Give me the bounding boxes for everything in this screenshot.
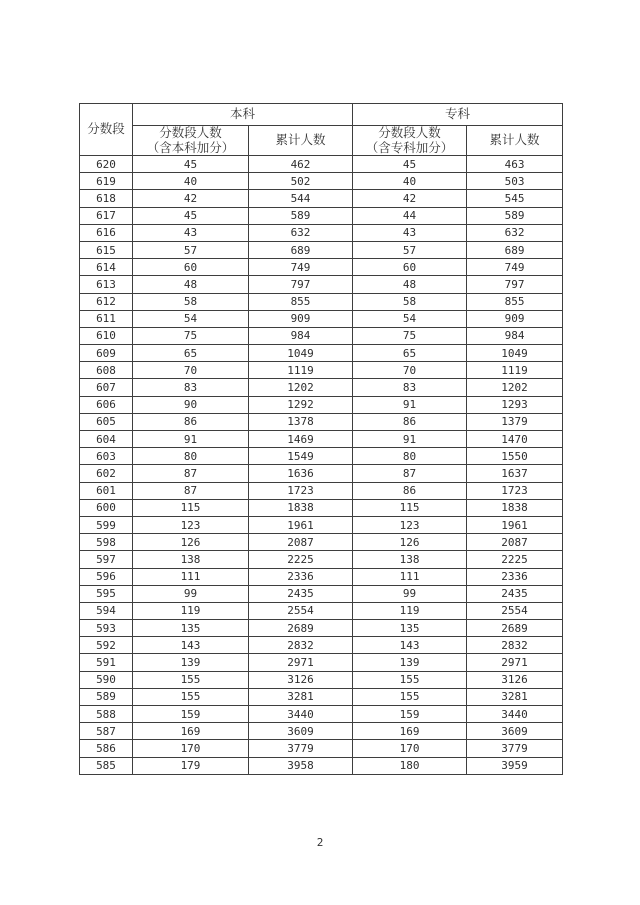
cell-zhuanke-count: 42 [353, 190, 467, 207]
cell-zhuanke-count: 44 [353, 207, 467, 224]
cell-zhuanke-cumulative: 2336 [467, 568, 563, 585]
cell-benke-cumulative: 462 [249, 156, 353, 173]
cell-benke-cumulative: 1469 [249, 431, 353, 448]
cell-benke-count: 45 [133, 207, 249, 224]
cell-benke-cumulative: 1838 [249, 499, 353, 516]
cell-benke-count: 90 [133, 396, 249, 413]
cell-benke-cumulative: 1292 [249, 396, 353, 413]
cell-zhuanke-count: 58 [353, 293, 467, 310]
table-row [80, 259, 563, 276]
cell-benke-count: 115 [133, 499, 249, 516]
table-row [80, 585, 563, 602]
cell-score-band: 614 [80, 259, 133, 276]
cell-score-band: 604 [80, 431, 133, 448]
cell-zhuanke-cumulative: 1293 [467, 396, 563, 413]
cell-benke-cumulative: 632 [249, 224, 353, 241]
cell-benke-count: 179 [133, 757, 249, 774]
cell-benke-count: 40 [133, 173, 249, 190]
cell-benke-cumulative: 1202 [249, 379, 353, 396]
cell-zhuanke-cumulative: 2225 [467, 551, 563, 568]
cell-zhuanke-count: 180 [353, 757, 467, 774]
table-row [80, 637, 563, 654]
cell-benke-cumulative: 1119 [249, 362, 353, 379]
cell-zhuanke-cumulative: 1379 [467, 413, 563, 430]
cell-zhuanke-cumulative: 2971 [467, 654, 563, 671]
cell-benke-count: 83 [133, 379, 249, 396]
cell-zhuanke-cumulative: 749 [467, 259, 563, 276]
cell-benke-count: 155 [133, 688, 249, 705]
cell-zhuanke-cumulative: 545 [467, 190, 563, 207]
cell-zhuanke-cumulative: 689 [467, 241, 563, 258]
cell-benke-cumulative: 984 [249, 327, 353, 344]
cell-score-band: 585 [80, 757, 133, 774]
cell-benke-cumulative: 3281 [249, 688, 353, 705]
cell-benke-cumulative: 1961 [249, 516, 353, 533]
cell-zhuanke-cumulative: 1202 [467, 379, 563, 396]
cell-benke-count: 75 [133, 327, 249, 344]
cell-zhuanke-count: 80 [353, 448, 467, 465]
cell-benke-cumulative: 797 [249, 276, 353, 293]
cell-score-band: 603 [80, 448, 133, 465]
cell-zhuanke-count: 57 [353, 241, 467, 258]
cell-score-band: 595 [80, 585, 133, 602]
cell-benke-cumulative: 1549 [249, 448, 353, 465]
cell-score-band: 606 [80, 396, 133, 413]
cell-benke-count: 42 [133, 190, 249, 207]
cell-zhuanke-cumulative: 589 [467, 207, 563, 224]
cell-score-band: 588 [80, 706, 133, 723]
table-row [80, 156, 563, 173]
cell-zhuanke-cumulative: 1550 [467, 448, 563, 465]
cell-benke-count: 58 [133, 293, 249, 310]
cell-benke-cumulative: 2971 [249, 654, 353, 671]
table-row [80, 740, 563, 757]
header-benke-cumulative: 累计人数 [249, 126, 353, 156]
cell-zhuanke-cumulative: 3959 [467, 757, 563, 774]
table-row [80, 327, 563, 344]
cell-benke-count: 111 [133, 568, 249, 585]
cell-benke-cumulative: 2336 [249, 568, 353, 585]
cell-benke-cumulative: 3609 [249, 723, 353, 740]
header-zhuanke-group: 专科 [353, 104, 563, 126]
cell-benke-count: 48 [133, 276, 249, 293]
cell-zhuanke-count: 159 [353, 706, 467, 723]
cell-benke-cumulative: 855 [249, 293, 353, 310]
table-row [80, 551, 563, 568]
table-row [80, 465, 563, 482]
cell-score-band: 596 [80, 568, 133, 585]
cell-benke-cumulative: 3958 [249, 757, 353, 774]
table-row [80, 620, 563, 637]
cell-benke-count: 159 [133, 706, 249, 723]
cell-zhuanke-count: 65 [353, 345, 467, 362]
header-zhuanke-count-line1: 分数段人数 [378, 126, 441, 141]
cell-zhuanke-count: 170 [353, 740, 467, 757]
cell-benke-cumulative: 502 [249, 173, 353, 190]
score-table-body [80, 156, 563, 775]
cell-benke-cumulative: 3126 [249, 671, 353, 688]
cell-score-band: 613 [80, 276, 133, 293]
table-row [80, 379, 563, 396]
cell-zhuanke-cumulative: 1838 [467, 499, 563, 516]
cell-score-band: 593 [80, 620, 133, 637]
cell-benke-count: 123 [133, 516, 249, 533]
cell-score-band: 599 [80, 516, 133, 533]
cell-benke-count: 99 [133, 585, 249, 602]
table-row [80, 688, 563, 705]
table-row [80, 671, 563, 688]
cell-zhuanke-cumulative: 2554 [467, 602, 563, 619]
cell-score-band: 592 [80, 637, 133, 654]
cell-zhuanke-count: 169 [353, 723, 467, 740]
cell-zhuanke-count: 139 [353, 654, 467, 671]
table-row [80, 516, 563, 533]
cell-benke-cumulative: 3440 [249, 706, 353, 723]
cell-benke-count: 60 [133, 259, 249, 276]
cell-benke-count: 86 [133, 413, 249, 430]
cell-zhuanke-count: 48 [353, 276, 467, 293]
cell-zhuanke-cumulative: 3440 [467, 706, 563, 723]
cell-zhuanke-cumulative: 2832 [467, 637, 563, 654]
cell-benke-cumulative: 909 [249, 310, 353, 327]
cell-score-band: 618 [80, 190, 133, 207]
score-distribution-table [79, 103, 563, 775]
cell-zhuanke-cumulative: 909 [467, 310, 563, 327]
table-row [80, 568, 563, 585]
header-benke-count [133, 126, 249, 156]
table-row [80, 602, 563, 619]
cell-score-band: 608 [80, 362, 133, 379]
cell-benke-count: 119 [133, 602, 249, 619]
cell-zhuanke-cumulative: 3281 [467, 688, 563, 705]
table-row [80, 207, 563, 224]
table-row [80, 190, 563, 207]
cell-benke-cumulative: 589 [249, 207, 353, 224]
cell-score-band: 600 [80, 499, 133, 516]
cell-zhuanke-cumulative: 3126 [467, 671, 563, 688]
cell-score-band: 605 [80, 413, 133, 430]
cell-score-band: 586 [80, 740, 133, 757]
cell-score-band: 619 [80, 173, 133, 190]
cell-benke-cumulative: 2554 [249, 602, 353, 619]
cell-benke-cumulative: 2087 [249, 534, 353, 551]
cell-zhuanke-count: 138 [353, 551, 467, 568]
table-row [80, 499, 563, 516]
cell-zhuanke-count: 91 [353, 431, 467, 448]
header-zhuanke-count [353, 126, 467, 156]
table-row [80, 362, 563, 379]
cell-score-band: 612 [80, 293, 133, 310]
cell-benke-count: 91 [133, 431, 249, 448]
cell-benke-count: 139 [133, 654, 249, 671]
table-row [80, 757, 563, 774]
cell-zhuanke-count: 45 [353, 156, 467, 173]
cell-benke-count: 57 [133, 241, 249, 258]
table-row [80, 345, 563, 362]
cell-score-band: 617 [80, 207, 133, 224]
cell-zhuanke-cumulative: 463 [467, 156, 563, 173]
table-row [80, 534, 563, 551]
cell-zhuanke-cumulative: 3779 [467, 740, 563, 757]
cell-zhuanke-cumulative: 1119 [467, 362, 563, 379]
cell-score-band: 591 [80, 654, 133, 671]
cell-benke-cumulative: 544 [249, 190, 353, 207]
cell-benke-count: 169 [133, 723, 249, 740]
header-zhuanke-cumulative: 累计人数 [467, 126, 563, 156]
cell-zhuanke-count: 143 [353, 637, 467, 654]
header-zhuanke-count-line2: （含专科加分） [365, 140, 454, 155]
cell-benke-count: 126 [133, 534, 249, 551]
table-header-sub-row [80, 126, 563, 156]
cell-zhuanke-count: 43 [353, 224, 467, 241]
cell-benke-cumulative: 1049 [249, 345, 353, 362]
cell-zhuanke-count: 111 [353, 568, 467, 585]
cell-zhuanke-count: 86 [353, 482, 467, 499]
table-row [80, 482, 563, 499]
cell-benke-cumulative: 749 [249, 259, 353, 276]
header-score-band: 分数段 [80, 104, 133, 156]
cell-score-band: 620 [80, 156, 133, 173]
cell-zhuanke-count: 60 [353, 259, 467, 276]
cell-zhuanke-cumulative: 3609 [467, 723, 563, 740]
cell-score-band: 587 [80, 723, 133, 740]
cell-benke-cumulative: 2832 [249, 637, 353, 654]
table-row [80, 413, 563, 430]
table-row [80, 706, 563, 723]
cell-zhuanke-count: 135 [353, 620, 467, 637]
cell-zhuanke-count: 126 [353, 534, 467, 551]
cell-score-band: 611 [80, 310, 133, 327]
cell-zhuanke-count: 91 [353, 396, 467, 413]
cell-zhuanke-count: 86 [353, 413, 467, 430]
cell-score-band: 589 [80, 688, 133, 705]
cell-score-band: 597 [80, 551, 133, 568]
cell-zhuanke-cumulative: 984 [467, 327, 563, 344]
cell-score-band: 615 [80, 241, 133, 258]
cell-benke-count: 45 [133, 156, 249, 173]
table-row [80, 396, 563, 413]
cell-benke-count: 155 [133, 671, 249, 688]
cell-zhuanke-count: 155 [353, 688, 467, 705]
cell-zhuanke-count: 123 [353, 516, 467, 533]
cell-zhuanke-count: 115 [353, 499, 467, 516]
table-row [80, 173, 563, 190]
cell-zhuanke-cumulative: 1637 [467, 465, 563, 482]
cell-zhuanke-count: 99 [353, 585, 467, 602]
cell-benke-count: 143 [133, 637, 249, 654]
cell-zhuanke-count: 87 [353, 465, 467, 482]
table-row [80, 448, 563, 465]
cell-score-band: 607 [80, 379, 133, 396]
header-benke-group: 本科 [133, 104, 353, 126]
cell-benke-count: 43 [133, 224, 249, 241]
cell-benke-count: 80 [133, 448, 249, 465]
cell-zhuanke-cumulative: 1470 [467, 431, 563, 448]
cell-zhuanke-count: 70 [353, 362, 467, 379]
cell-benke-cumulative: 1636 [249, 465, 353, 482]
cell-zhuanke-cumulative: 855 [467, 293, 563, 310]
cell-benke-count: 138 [133, 551, 249, 568]
cell-benke-count: 170 [133, 740, 249, 757]
table-row [80, 723, 563, 740]
cell-benke-count: 54 [133, 310, 249, 327]
table-row [80, 241, 563, 258]
cell-score-band: 598 [80, 534, 133, 551]
cell-benke-count: 135 [133, 620, 249, 637]
cell-benke-cumulative: 1723 [249, 482, 353, 499]
cell-zhuanke-cumulative: 2435 [467, 585, 563, 602]
table-header-group-row [80, 104, 563, 126]
cell-zhuanke-cumulative: 1961 [467, 516, 563, 533]
cell-zhuanke-cumulative: 503 [467, 173, 563, 190]
cell-benke-count: 87 [133, 465, 249, 482]
cell-score-band: 609 [80, 345, 133, 362]
cell-zhuanke-count: 155 [353, 671, 467, 688]
table-row [80, 431, 563, 448]
cell-benke-cumulative: 2435 [249, 585, 353, 602]
table-row [80, 276, 563, 293]
cell-zhuanke-count: 40 [353, 173, 467, 190]
cell-score-band: 610 [80, 327, 133, 344]
cell-zhuanke-cumulative: 797 [467, 276, 563, 293]
cell-zhuanke-cumulative: 2087 [467, 534, 563, 551]
cell-benke-cumulative: 2225 [249, 551, 353, 568]
table-row [80, 224, 563, 241]
cell-zhuanke-count: 75 [353, 327, 467, 344]
header-benke-count-line2: （含本科加分） [146, 140, 235, 155]
cell-zhuanke-count: 83 [353, 379, 467, 396]
cell-benke-cumulative: 689 [249, 241, 353, 258]
cell-zhuanke-count: 54 [353, 310, 467, 327]
cell-zhuanke-count: 119 [353, 602, 467, 619]
cell-benke-cumulative: 2689 [249, 620, 353, 637]
cell-benke-cumulative: 3779 [249, 740, 353, 757]
table-row [80, 654, 563, 671]
page-number: 2 [316, 836, 324, 849]
cell-zhuanke-cumulative: 1049 [467, 345, 563, 362]
cell-score-band: 601 [80, 482, 133, 499]
header-benke-count-line1: 分数段人数 [159, 126, 222, 141]
cell-benke-count: 70 [133, 362, 249, 379]
cell-zhuanke-cumulative: 1723 [467, 482, 563, 499]
cell-zhuanke-cumulative: 632 [467, 224, 563, 241]
cell-benke-cumulative: 1378 [249, 413, 353, 430]
cell-benke-count: 65 [133, 345, 249, 362]
cell-score-band: 594 [80, 602, 133, 619]
cell-score-band: 602 [80, 465, 133, 482]
table-row [80, 293, 563, 310]
cell-score-band: 590 [80, 671, 133, 688]
cell-score-band: 616 [80, 224, 133, 241]
table-row [80, 310, 563, 327]
cell-benke-count: 87 [133, 482, 249, 499]
cell-zhuanke-cumulative: 2689 [467, 620, 563, 637]
